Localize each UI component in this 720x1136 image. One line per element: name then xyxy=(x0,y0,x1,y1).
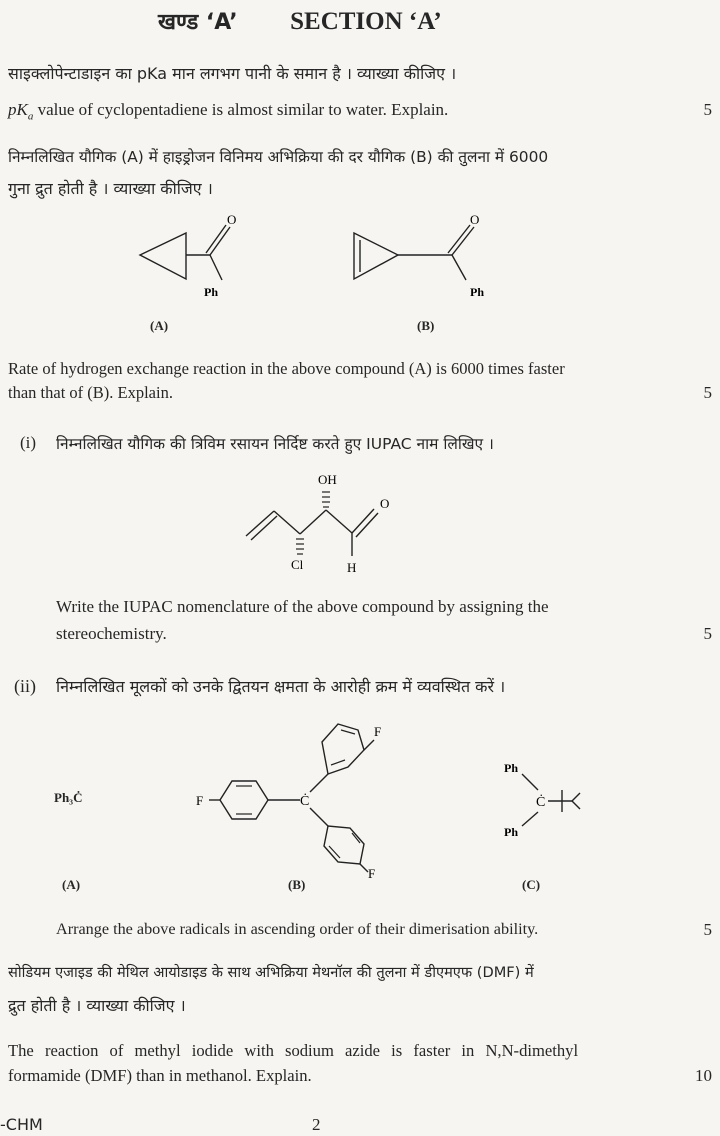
radical-a-formula: Ph₃Ċ xyxy=(54,790,83,805)
compound-b-oxygen: O xyxy=(470,212,480,227)
section-title-english: SECTION ‘A’ xyxy=(290,8,442,35)
radical-c-structure xyxy=(500,758,590,844)
section-title xyxy=(158,6,442,36)
q2-hindi-line1: निम्नलिखित यौगिक (A) में हाइड्रोजन विनिमय अभिक्रिया की दर यौगिक (B) की तुलना में 6000 xyxy=(8,148,549,166)
q4-hindi-line2: द्रुत होती है । व्याख्या कीजिए । xyxy=(8,996,186,1015)
compound-a-label: (A) xyxy=(150,318,169,333)
q3i-marks: 5 xyxy=(703,624,712,643)
q3ii-english: Arrange the above radicals in ascending order of their dimerisation ability. xyxy=(56,920,539,938)
q3ii-hindi: निम्नलिखित मूलकों को उनके द्वितयन क्षमता के आरोही क्रम में व्यवस्थित करें । xyxy=(56,677,506,696)
compound-a-ph: Ph xyxy=(204,285,219,299)
compound-b-structure xyxy=(342,212,492,302)
radical-c-ph-bottom: Ph xyxy=(504,825,519,839)
compound-structure-iupac xyxy=(238,466,408,576)
q1-hindi: साइक्लोपेन्टाडाइन का pKa मान लगभग पानी के समान है । व्याख्या कीजिए । xyxy=(8,64,457,83)
q3i-english-line1: Write the IUPAC nomenclature of the above compound by assigning the xyxy=(56,597,549,616)
iupac-h: H xyxy=(347,560,357,575)
q3ii-number: (ii) xyxy=(14,676,36,696)
iupac-oh: OH xyxy=(318,472,337,487)
q4-marks: 10 xyxy=(695,1066,712,1085)
section-title-hindi: खण्ड ‘A’ xyxy=(158,10,238,35)
iupac-cl: Cl xyxy=(291,557,304,572)
q2-english-line1: Rate of hydrogen exchange reaction in the above compound (A) is 6000 times faster xyxy=(8,359,565,378)
compound-b-label: (B) xyxy=(417,318,435,333)
q3i-english-line2: stereochemistry. xyxy=(56,624,167,643)
radical-b-f-top: F xyxy=(374,724,382,739)
q2-english-line2: than that of (B). Explain. xyxy=(8,383,173,402)
radical-b-label: (B) xyxy=(288,877,306,892)
footer-page-number: 2 xyxy=(312,1115,321,1134)
q1-english xyxy=(8,100,448,122)
q1-pk-sub: a xyxy=(27,110,34,123)
radical-a-label: (A) xyxy=(62,877,81,892)
q1-pk: pK xyxy=(8,100,28,119)
radical-c-carbon: Ċ xyxy=(536,795,546,810)
q1-marks: 5 xyxy=(703,100,712,119)
q2-hindi-line2: गुना द्रुत होती है । व्याख्या कीजिए । xyxy=(8,179,213,198)
footer-code: -CHM xyxy=(0,1115,43,1134)
q4-hindi-line1: सोडियम एजाइड की मेथिल आयोडाइड के साथ अभिक्रिया मेथनॉल की तुलना में डीएमएफ (DMF) में xyxy=(8,964,534,981)
radical-c-ph-top: Ph xyxy=(504,761,519,775)
q4-english-line2: formamide (DMF) than in methanol. Explain. xyxy=(8,1066,312,1085)
radical-b-f-left: F xyxy=(196,793,204,808)
q3i-number: (i) xyxy=(20,433,37,452)
iupac-oxygen: O xyxy=(380,496,390,511)
q3ii-marks: 5 xyxy=(703,920,712,939)
radical-b-f-bottom: F xyxy=(368,866,376,880)
compound-a-structure xyxy=(130,212,240,302)
compound-a-oxygen: O xyxy=(227,212,237,227)
radical-c-label: (C) xyxy=(522,877,541,892)
q2-marks: 5 xyxy=(703,383,712,402)
q1-english-text: value of cyclopentadiene is almost similar to water. Explain. xyxy=(33,100,449,119)
q3i-hindi: निम्नलिखित यौगिक की त्रिविम रसायन निर्दिष्ट करते हुए IUPAC नाम लिखिए । xyxy=(56,435,494,453)
radical-b-structure xyxy=(196,712,396,880)
compound-b-ph: Ph xyxy=(470,285,485,299)
radical-b-carbon: Ċ xyxy=(300,794,310,809)
q4-english-line1: The reaction of methyl iodide with sodium azide is faster in N,N-dimethyl xyxy=(8,1041,579,1060)
